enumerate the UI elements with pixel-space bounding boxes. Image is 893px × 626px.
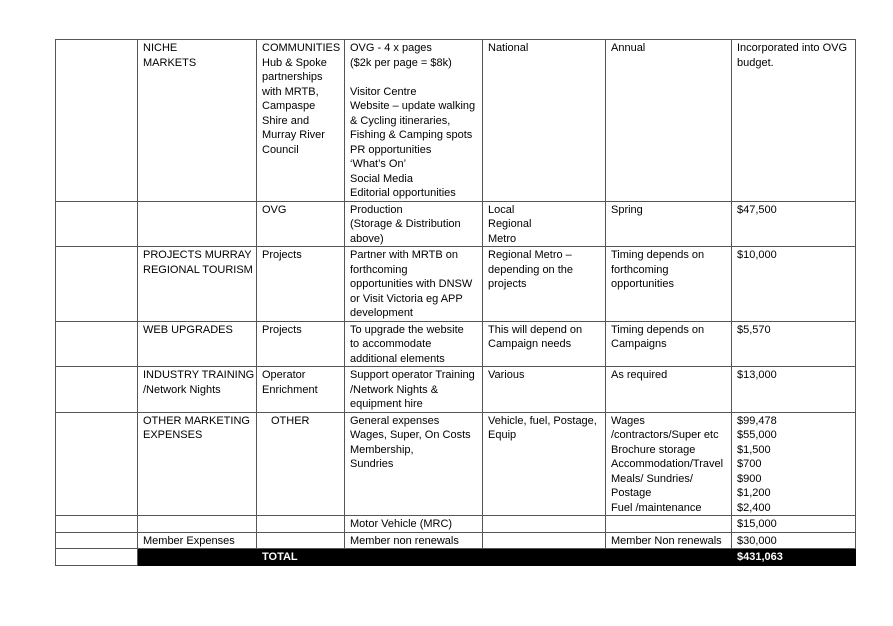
timing-cell	[606, 367, 732, 413]
cell-line: Regional	[488, 218, 532, 230]
timing-cell	[606, 321, 732, 367]
cell-line: & Cycling itineraries,	[350, 114, 451, 127]
category-cell	[138, 516, 257, 533]
table-row	[56, 247, 856, 322]
activity-cell	[257, 367, 345, 413]
cell-line: OVG - 4 x pages	[350, 42, 432, 54]
timing-cell	[606, 516, 732, 533]
cell-line: $47,500	[737, 203, 777, 216]
cell-line: Incorporated into OVG	[737, 42, 848, 54]
amount-cell	[732, 201, 856, 247]
audience-cell	[483, 412, 606, 516]
cell-line: As required	[611, 369, 668, 381]
cell-line: INDUSTRY TRAINING	[143, 369, 255, 381]
cell-line: /Network Nights	[143, 383, 221, 396]
cell-line: Wages, Super, On Costs	[350, 429, 471, 441]
cell-line: Campaspe	[262, 100, 316, 112]
audience-cell	[483, 532, 606, 549]
description-cell	[345, 40, 483, 202]
description-cell	[345, 367, 483, 413]
cell-line: to accommodate	[350, 338, 432, 350]
cell-line: Member Non renewals	[611, 534, 722, 547]
audience-cell	[483, 40, 606, 202]
cell-line: OTHER MARKETING	[143, 414, 250, 427]
timing-cell	[606, 201, 732, 247]
cell-line: To upgrade the website	[350, 323, 464, 336]
timing-cell	[606, 247, 732, 322]
blank-cell	[56, 516, 138, 533]
cell-line: forthcoming	[611, 263, 669, 276]
cell-line: or Visit Victoria eg APP	[350, 292, 463, 305]
cell-line: Vehicle, fuel, Postage,	[488, 414, 597, 427]
cell-line: Various	[488, 369, 525, 381]
cell-line: Council	[262, 143, 299, 156]
cell-line: (Storage & Distribution	[350, 218, 461, 230]
cell-line: $15,000	[737, 518, 777, 530]
cell-line	[350, 70, 477, 85]
cell-line: Editorial opportunities	[350, 187, 456, 199]
cell-line: Shire and	[262, 114, 310, 127]
cell-line: EXPENSES	[143, 429, 203, 441]
description-cell	[345, 412, 483, 516]
cell-line: Campaign needs	[488, 338, 572, 350]
table-row	[56, 532, 856, 549]
description-cell	[345, 247, 483, 322]
amount-cell	[732, 321, 856, 367]
table-body	[56, 40, 856, 566]
cell-line: Local	[488, 203, 515, 216]
cell-line: Membership,	[350, 443, 414, 456]
amount-cell	[732, 412, 856, 516]
cell-line: $30,000	[737, 534, 777, 547]
cell-line: Support operator Training	[350, 369, 475, 381]
cell-line: depending on the	[488, 263, 574, 276]
cell-line: Visitor Centre	[350, 85, 417, 98]
description-cell	[345, 201, 483, 247]
cell-line: projects	[488, 278, 527, 290]
cell-line: Timing depends on	[611, 323, 705, 336]
category-cell	[138, 321, 257, 367]
cell-line: Projects	[262, 323, 302, 336]
cell-line: Partner with MRTB on	[350, 249, 459, 261]
total-amount: $431,063	[732, 549, 856, 566]
category-cell	[138, 40, 257, 202]
cell-line: opportunities with DNSW	[350, 278, 473, 290]
blank-cell	[56, 247, 138, 322]
cell-line: Enrichment	[262, 383, 318, 396]
cell-line: $99,478	[737, 414, 777, 427]
category-cell	[138, 532, 257, 549]
cell-line: PROJECTS MURRAY	[143, 249, 252, 261]
category-cell	[138, 367, 257, 413]
audience-cell	[483, 367, 606, 413]
table-row	[56, 516, 856, 533]
cell-line: Wages	[611, 414, 645, 427]
cell-line: $55,000	[737, 429, 777, 441]
table-row	[56, 321, 856, 367]
activity-cell	[257, 516, 345, 533]
timing-cell	[606, 412, 732, 516]
audience-cell	[483, 516, 606, 533]
cell-line: above)	[350, 232, 384, 245]
cell-line: Regional Metro –	[488, 249, 572, 261]
cell-line: /Network Nights &	[350, 383, 439, 396]
cell-line: Brochure storage	[611, 443, 696, 456]
cell-line: Postage	[611, 487, 652, 499]
cell-line: Timing depends on	[611, 249, 705, 261]
audience-cell	[483, 247, 606, 322]
cell-line: forthcoming	[350, 263, 408, 276]
amount-cell	[732, 247, 856, 322]
cell-line: Equip	[488, 429, 517, 441]
cell-line: Accommodation/Travel	[611, 458, 724, 470]
cell-line: budget.	[737, 56, 774, 69]
cell-line: This will depend on	[488, 323, 583, 336]
total-black-cell	[483, 549, 606, 566]
cell-line: REGIONAL TOURISM	[143, 263, 253, 276]
cell-line: Meals/ Sundries/	[611, 472, 693, 485]
cell-line: $5,570	[737, 323, 771, 336]
cell-line: OVG	[262, 203, 287, 216]
cell-line: opportunities	[611, 278, 674, 290]
audience-cell	[483, 321, 606, 367]
table-row	[56, 201, 856, 247]
cell-line: $13,000	[737, 369, 777, 381]
total-blank-cell	[56, 549, 138, 566]
budget-document	[55, 39, 856, 566]
cell-line: Annual	[611, 42, 646, 54]
table-row	[56, 367, 856, 413]
cell-line: $2,400	[737, 501, 771, 514]
activity-cell	[257, 40, 345, 202]
cell-line: COMMUNITIES	[262, 42, 341, 54]
table-row	[56, 40, 856, 202]
cell-line: Operator	[262, 369, 306, 381]
cell-line: Website – update walking	[350, 100, 476, 112]
cell-line: NICHE	[143, 42, 178, 54]
amount-cell	[732, 367, 856, 413]
category-cell	[138, 247, 257, 322]
cell-line: Spring	[611, 203, 643, 216]
audience-cell	[483, 201, 606, 247]
cell-line: $1,500	[737, 443, 771, 456]
cell-line: partnerships	[262, 71, 323, 83]
total-black-cell	[606, 549, 732, 566]
description-cell	[345, 516, 483, 533]
cell-line: MARKETS	[143, 56, 197, 69]
cell-line: PR opportunities	[350, 143, 432, 156]
cell-line: Hub & Spoke	[262, 56, 327, 69]
cell-line: Member non renewals	[350, 534, 459, 547]
amount-cell	[732, 532, 856, 549]
cell-line: development	[350, 307, 413, 319]
description-cell	[345, 532, 483, 549]
total-black-cell	[138, 549, 257, 566]
amount-cell	[732, 40, 856, 202]
cell-line: $900	[737, 472, 762, 485]
cell-line: ($2k per page = $8k)	[350, 56, 452, 69]
cell-line: Murray River	[262, 129, 325, 141]
total-label: TOTAL	[257, 549, 345, 566]
cell-line: Fuel /maintenance	[611, 501, 702, 514]
blank-cell	[56, 321, 138, 367]
blank-cell	[56, 412, 138, 516]
cell-line: with MRTB,	[262, 85, 319, 98]
activity-cell	[257, 201, 345, 247]
cell-line: OTHER	[271, 414, 310, 427]
cell-line: ‘What’s On’	[350, 158, 407, 170]
cell-line: Metro	[488, 232, 517, 245]
cell-line: $700	[737, 458, 762, 470]
total-black-cell	[345, 549, 483, 566]
blank-cell	[56, 201, 138, 247]
timing-cell	[606, 532, 732, 549]
cell-line: $10,000	[737, 249, 777, 261]
category-cell	[138, 201, 257, 247]
cell-line: $1,200	[737, 487, 771, 499]
blank-cell	[56, 532, 138, 549]
cell-line: WEB UPGRADES	[143, 323, 233, 336]
activity-cell	[257, 247, 345, 322]
total-row	[56, 549, 856, 566]
activity-cell	[257, 321, 345, 367]
cell-line: Sundries	[350, 458, 394, 470]
amount-cell	[732, 516, 856, 533]
cell-line: Motor Vehicle (MRC)	[350, 518, 453, 530]
cell-line: Social Media	[350, 172, 413, 185]
cell-line: Projects	[262, 249, 302, 261]
activity-cell	[257, 412, 345, 516]
cell-line: Campaigns	[611, 338, 667, 350]
cell-line: additional elements	[350, 352, 445, 365]
blank-cell	[56, 367, 138, 413]
activity-cell	[257, 532, 345, 549]
description-cell	[345, 321, 483, 367]
cell-line: General expenses	[350, 414, 440, 427]
cell-line: National	[488, 42, 529, 54]
timing-cell	[606, 40, 732, 202]
blank-cell	[56, 40, 138, 202]
category-cell	[138, 412, 257, 516]
marketing-budget-table	[55, 39, 856, 566]
cell-line: Fishing & Camping spots	[350, 129, 473, 141]
cell-line: Member Expenses	[143, 534, 235, 547]
cell-line: Production	[350, 203, 403, 216]
cell-line: equipment hire	[350, 398, 423, 410]
cell-line: /contractors/Super etc	[611, 429, 719, 441]
table-row	[56, 412, 856, 516]
